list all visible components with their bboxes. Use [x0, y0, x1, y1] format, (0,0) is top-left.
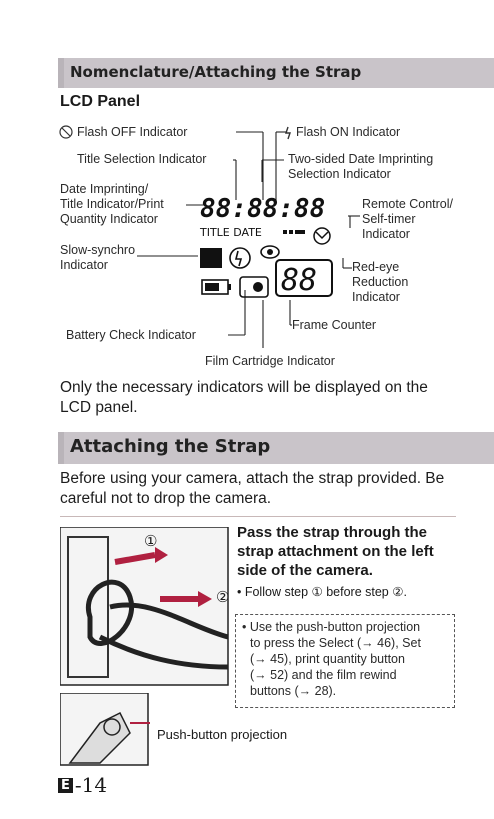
- label-remote-1: Remote Control/: [362, 197, 454, 211]
- note-line-5: buttons (→ 28).: [250, 684, 337, 698]
- lcd-title-date-text: TITLE DATE: [200, 226, 262, 239]
- label-flash-off: Flash OFF Indicator: [77, 125, 188, 139]
- label-slow-synchro-2: Indicator: [60, 258, 108, 272]
- label-remote-3: Indicator: [362, 227, 410, 241]
- label-date-imprinting-3: Quantity Indicator: [60, 212, 158, 226]
- label-date-imprinting-1: Date Imprinting/: [60, 182, 149, 196]
- label-title-selection: Title Selection Indicator: [77, 152, 207, 166]
- lcd-note: Only the necessary indicators will be displayed on the LCD panel.: [60, 379, 428, 416]
- strap-heading: Attaching the Strap: [70, 436, 271, 457]
- flash-off-icon: [60, 126, 72, 138]
- label-red-eye-3: Indicator: [352, 290, 400, 304]
- label-battery-check: Battery Check Indicator: [66, 328, 196, 342]
- label-frame-counter: Frame Counter: [292, 318, 377, 332]
- flash-on-icon: [286, 127, 290, 139]
- film-cartridge-icon: [240, 277, 268, 297]
- callout-2: ②: [216, 589, 230, 606]
- push-button-note-box: [235, 614, 455, 708]
- label-film-cartridge: Film Cartridge Indicator: [205, 354, 335, 368]
- frame-counter-digits: 88: [281, 263, 318, 298]
- note-line-4: (→ 52) and the film rewind: [250, 668, 397, 682]
- note-line-2: to press the Select (→ 46), Set: [250, 636, 421, 650]
- two-sided-date-icon: [283, 230, 305, 234]
- page-title: Nomenclature/Attaching the Strap: [70, 63, 362, 81]
- push-button-label: Push-button projection: [157, 727, 288, 742]
- section-divider: [60, 516, 456, 517]
- label-remote-2: Self-timer: [362, 212, 416, 226]
- note-line-3: (→ 45), print quantity button: [250, 652, 405, 666]
- red-eye-icon: [261, 246, 279, 258]
- step-bullet: • Follow step ① before step ②.: [237, 585, 407, 599]
- note-line-1: • Use the push-button projection: [242, 620, 421, 634]
- lcd-panel-heading: LCD Panel: [60, 93, 141, 110]
- remote-control-icon: [314, 228, 330, 244]
- strap-intro: Before using your camera, attach the strap provided. Be careful not to drop the camera.: [60, 470, 445, 507]
- strap-section-banner: [58, 432, 494, 464]
- label-red-eye-1: Red-eye: [352, 260, 400, 274]
- lcd-date-digits: 88:88:88: [200, 194, 326, 224]
- step-title: [237, 523, 457, 580]
- label-slow-synchro-1: Slow-synchro: [60, 243, 136, 257]
- label-two-sided-1: Two-sided Date Imprinting: [288, 152, 434, 166]
- label-date-imprinting-2: Title Indicator/Print: [60, 197, 164, 211]
- section-letter-box: E: [58, 778, 73, 793]
- callout-1: ①: [144, 533, 158, 550]
- page-number: [58, 773, 107, 797]
- label-two-sided-2: Selection Indicator: [288, 167, 391, 181]
- push-button-illustration: [60, 693, 150, 773]
- label-red-eye-2: Reduction: [352, 275, 409, 289]
- slow-synchro-icon: [200, 248, 222, 268]
- strap-illustration: [60, 527, 230, 687]
- battery-icon: [202, 280, 231, 294]
- label-flash-on: Flash ON Indicator: [296, 125, 401, 139]
- step-title-text: Pass the strap through the strap attachment on the left side of the camera.: [237, 524, 434, 579]
- page-number-text: -14: [74, 773, 108, 797]
- flash-indicator-icon: [230, 248, 250, 268]
